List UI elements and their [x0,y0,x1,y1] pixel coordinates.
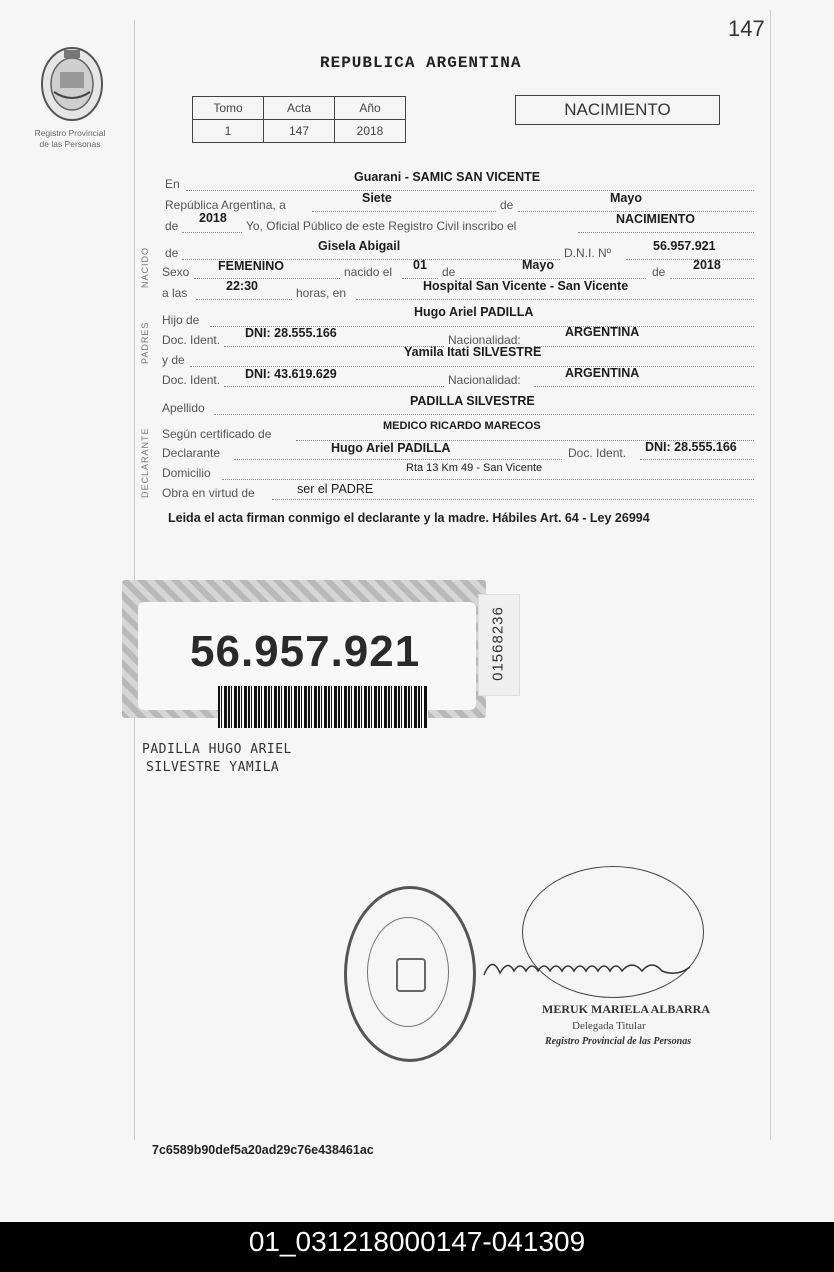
value-mes-nac: Mayo [522,258,554,272]
value-declarante: Hugo Ariel PADILLA [331,441,451,455]
value-declarante-doc: DNI: 28.555.166 [645,440,737,454]
label-dni-nro: D.N.I. Nº [564,246,612,260]
value-lugar: Guarani - SAMIC SAN VICENTE [354,170,541,184]
label-a-las: a las [162,286,188,300]
label-hijo-de: Hijo de [162,313,200,327]
fill-line [186,190,754,191]
label-doc-ident: Doc. Ident. [568,446,627,460]
label-de: de [652,265,666,279]
side-label-padres: PADRES [140,321,150,364]
value-sexo: FEMENINO [218,259,284,273]
value-padre-nac: ARGENTINA [565,325,640,339]
value-padre: Hugo Ariel PADILLA [414,305,534,319]
handwritten-line2: SILVESTRE YAMILA [146,760,280,775]
stub-number: 01568236 [489,606,507,681]
fill-line [272,499,754,500]
registro-provincial-emblem-icon [34,42,114,129]
fill-line [534,346,754,347]
value-tipo-inscripcion: NACIMIENTO [616,212,695,226]
side-label-declarante: DECLARANTE [140,427,150,498]
fill-line [670,278,754,279]
fill-line [224,386,444,387]
value-padre-doc: DNI: 28.555.166 [245,326,337,340]
label-nacionalidad: Nacionalidad: [448,373,521,387]
label-sexo: Sexo [162,265,190,279]
sticker-label [138,602,476,710]
sticker-stub [478,594,520,696]
label-yo-oficial: Yo, Oficial Público de este Registro Civil inscribo el [246,219,517,233]
table-cell-tomo: 1 [193,120,264,143]
value-anio-registro: 2018 [199,211,227,225]
label-republica: República Argentina, a [165,198,286,212]
label-domicilio: Domicilio [162,466,211,480]
label-y-de: y de [162,353,185,367]
fill-line [222,479,754,480]
side-label-nacido: NACIDO [140,246,150,288]
value-hora: 22:30 [226,279,258,293]
label-en: En [165,177,180,191]
value-apellido: PADILLA SILVESTRE [410,394,535,408]
label-obra: Obra en virtud de [162,486,255,500]
value-nombre: Gisela Abigail [318,239,401,253]
label-nacido-el: nacido el [344,265,393,279]
barcode-icon [218,686,428,728]
fill-line [214,414,754,415]
table-header-tomo: Tomo [193,97,264,120]
value-obra: ser el PADRE [297,482,374,496]
signature-scrawl-icon [482,955,692,981]
record-type-box: NACIMIENTO [515,95,720,125]
fill-line [234,459,562,460]
label-apellido: Apellido [162,401,205,415]
fill-line [578,232,754,233]
table-cell-anio: 2018 [335,120,406,143]
label-de: de [500,198,514,212]
stamp-emblem-icon [396,958,426,992]
fill-line [626,259,754,260]
page-number: 147 [728,16,765,41]
table-cell-acta: 147 [264,120,335,143]
document-hash: 7c6589b90def5a20ad29c76e438461ac [152,1143,374,1157]
sticker-number: 56.957.921 [190,627,421,676]
official-stamp-icon [344,886,476,1062]
value-anio-nac: 2018 [693,258,721,272]
label-de: de [165,219,179,233]
value-domicilio: Rta 13 Km 49 - San Vicente [406,462,543,474]
fill-line [312,211,496,212]
value-mes-registro: Mayo [610,191,642,205]
fill-line [194,278,340,279]
value-lugar-nac: Hospital San Vicente - San Vicente [423,279,629,293]
value-madre-nac: ARGENTINA [565,366,640,380]
dni-sticker [122,580,486,718]
fill-line [196,299,292,300]
label-horas-en: horas, en [296,286,347,300]
signatory-office: Registro Provincial de las Personas [545,1036,692,1047]
logo-caption-line1: Registro Provincial [34,128,106,138]
table-header-acta: Acta [264,97,335,120]
logo-caption-line2: de las Personas [39,139,101,149]
signatory-name: MERUK MARIELA ALBARRA [542,1002,711,1016]
stamp-inner-ring [367,917,449,1027]
fill-line [356,299,754,300]
value-madre: Yamila Itati SILVESTRE [404,345,542,359]
fill-line [182,232,242,233]
value-dni: 56.957.921 [653,239,716,253]
label-nacionalidad: Nacionalidad: [448,333,521,347]
fill-line [640,459,754,460]
label-de: de [442,265,456,279]
label-declarante: Declarante [162,446,221,460]
table-header-anio: Año [335,97,406,120]
handwritten-line1: PADILLA HUGO ARIEL [142,742,292,757]
label-de: de [165,246,179,260]
value-dia-registro: Siete [362,191,392,205]
closing-text: Leida el acta firman conmigo el declarante y la madre. Hábiles Art. 64 - Ley 26994 [168,511,650,525]
value-madre-doc: DNI: 43.619.629 [245,367,337,381]
logo-caption [20,128,120,150]
document-code: 01_031218000147-041309 [248,1226,586,1257]
registry-table [192,96,406,143]
value-certificado: MEDICO RICARDO MARECOS [383,420,541,432]
signatory-role: Delegada Titular [572,1020,646,1032]
label-segun-cert: Según certificado de [162,427,272,441]
label-doc-ident: Doc. Ident. [162,333,221,347]
page-title: REPUBLICA ARGENTINA [320,54,522,72]
fill-line [534,386,754,387]
right-margin-line [770,10,771,1140]
value-dia-nac: 01 [413,258,427,272]
label-doc-ident: Doc. Ident. [162,373,221,387]
